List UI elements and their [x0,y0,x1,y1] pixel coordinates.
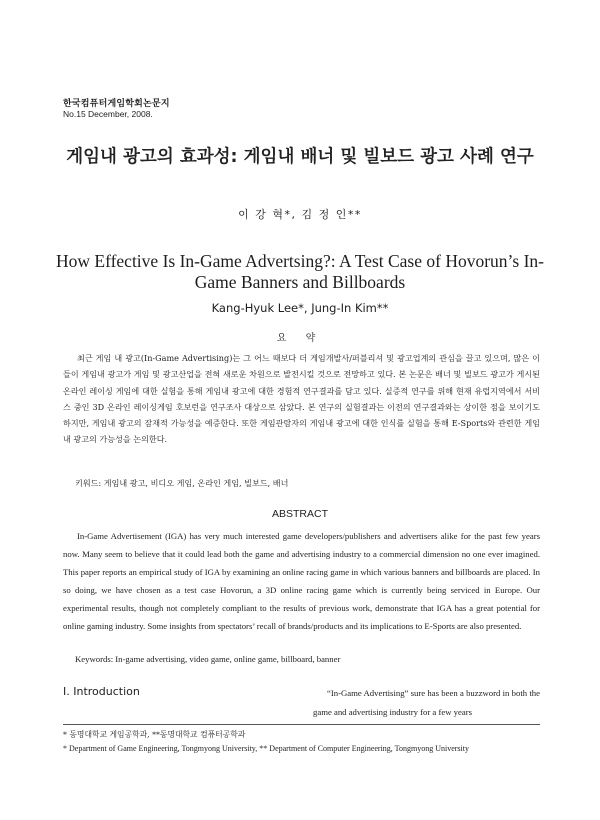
korean-authors: 이 강 혁*, 김 정 인** [238,208,362,221]
section-heading: Ⅰ. Introduction [63,685,140,698]
korean-title: 게임내 광고의 효과성: 게임내 배너 및 빌보드 광고 사례 연구 [66,147,534,167]
korean-abstract-body: 최근 게임 내 광고(In-Game Advertising)는 그 어느 때보다 더 게임개발사/퍼블리셔 및 광고업계의 관심을 끌고 있으며, 많은 이들이 게임내 광고가 게임 및 광고산업을 전혀 새로운 차원으로 발전시킬 것으로 전망하고 있다. 본 논문은 배너 및 빌보드 광고가 게시된 온라인 레이싱 게임에 대한 실험을 통해 게임내 광고에 대한 경험적 연구결과를 담고 있다. 실증적 연구를 위해 현재 유럽지역에서 서비스 중인 3D 온라인 레이싱게임 호보런을 연구조사 대상으로 삼았다. 본 연구의 실험결과는 이전의 연구결과와는 상이한 점을 보이기도 하지만, 게임내 광고의 잠재적 가능성을 예증한다. 또한 게임관람자의 게임내 광고에 대한 인식를 실험을 통해 E-Sports와 관련한 게임내 광고의 가능성을 논의한다. [63,353,540,445]
english-keywords: Keywords: In-game advertising, video game, online game, billboard, banner [75,654,341,664]
english-abstract-heading: ABSTRACT [271,508,328,520]
journal-name: 한국컴퓨터게임학회논문지 [63,99,170,109]
footnote-english: * Department of Game Engineering, Tongmyong University, ** Department of Computer Engineering, Tongmyong University [63,744,469,753]
korean-abstract-heading: 요 약 [276,333,324,344]
introduction-text: “In-Game Advertising” sure has been a buzzword in both the game and advertising industry for a few years [313,688,540,717]
korean-keywords: 키워드: 게임내 광고, 비디오 게임, 온라인 게임, 빌보드, 배너 [75,478,289,488]
english-authors: Kang-Hyuk Lee*, Jung-In Kim** [211,301,389,315]
english-title: How Effective Is In-Game Advertsing?: A Test Case of Hovorun’s In-Game Banners and Billboards [55,251,545,292]
footnote-divider [63,724,540,725]
english-abstract-body: In-Game Advertisement (IGA) has very much interested game developers/publishers and advertisers alike for the past few years now. Many seem to believe that it could lead both the game and advertising industry to a commercial dimension no one ever imagined. This paper reports an empirical study of IGA by examining an online racing game in which various banners and billboards are placed. In so doing, we have chosen as a test case Hovorun, a 3D online racing game which is currently being serviced in Europe. Our experimental results, though not completely compliant to the results of previous work, demonstrate that IGA has a great potential for online gaming industry. Some insights from spectators’ recall of brands/products and its implications to E-Sports are also presented. [63,531,540,632]
footnote-korean: * 동명대학교 게임공학과, **동명대학교 컴퓨터공학과 [63,730,246,739]
journal-issue: No.15 December, 2008. [63,109,153,119]
